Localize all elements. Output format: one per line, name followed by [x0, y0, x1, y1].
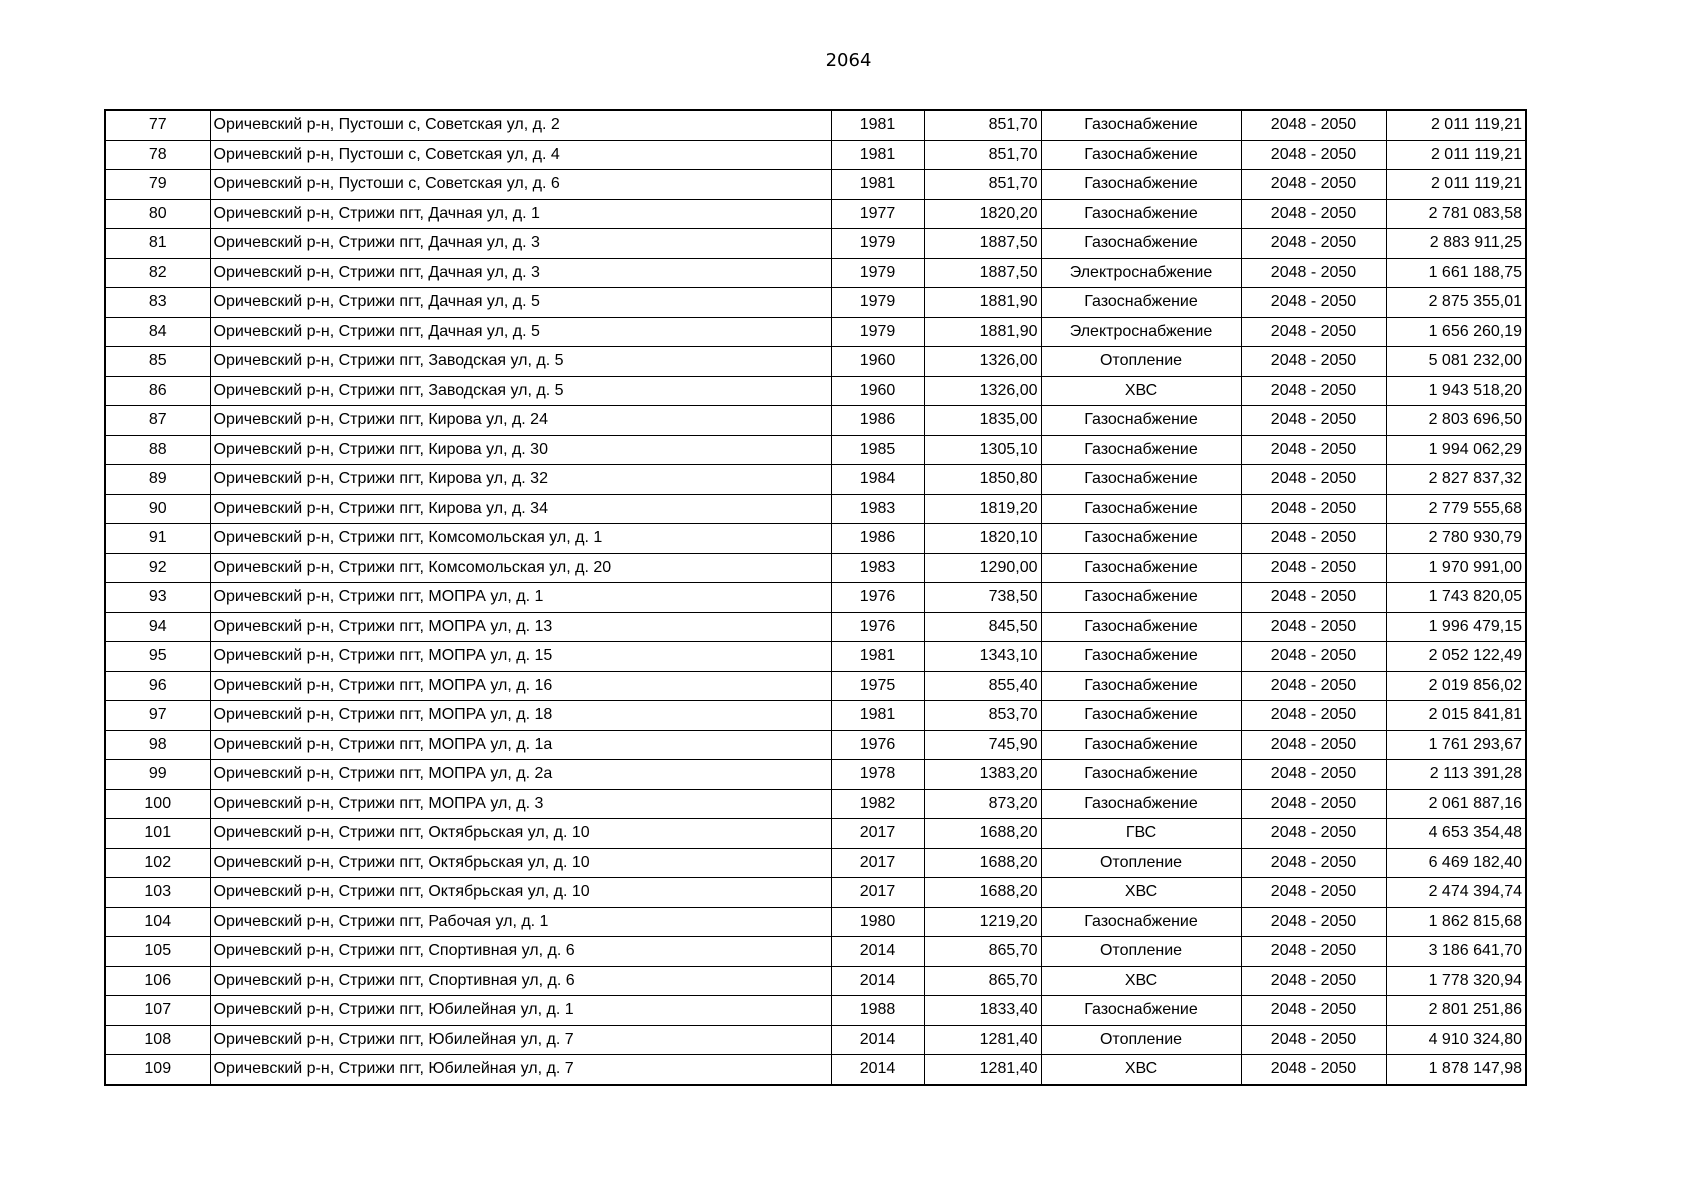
period-cell: 2048 - 2050	[1241, 229, 1386, 259]
row-number-cell: 83	[105, 288, 210, 318]
area-cell: 851,70	[924, 110, 1041, 140]
row-number-cell: 92	[105, 553, 210, 583]
row-number-cell: 102	[105, 848, 210, 878]
work-type-cell: Газоснабжение	[1041, 907, 1241, 937]
cost-cell: 2 011 119,21	[1386, 110, 1526, 140]
row-number-cell: 87	[105, 406, 210, 436]
table-row	[105, 789, 1526, 819]
address-cell: Оричевский р-н, Стрижи пгт, Дачная ул, д. 1	[210, 199, 831, 229]
address-cell: Оричевский р-н, Пустоши с, Советская ул, д. 2	[210, 110, 831, 140]
table-row	[105, 376, 1526, 406]
year-cell: 1981	[831, 170, 924, 200]
row-number-cell: 82	[105, 258, 210, 288]
table-row	[105, 317, 1526, 347]
area-cell: 853,70	[924, 701, 1041, 731]
period-cell: 2048 - 2050	[1241, 996, 1386, 1026]
row-number-cell: 100	[105, 789, 210, 819]
address-cell: Оричевский р-н, Стрижи пгт, Юбилейная ул, д. 1	[210, 996, 831, 1026]
address-cell: Оричевский р-н, Стрижи пгт, МОПРА ул, д. 3	[210, 789, 831, 819]
work-type-cell: ХВС	[1041, 1055, 1241, 1085]
work-type-cell: ХВС	[1041, 878, 1241, 908]
table-row	[105, 465, 1526, 495]
address-cell: Оричевский р-н, Стрижи пгт, Октябрьская ул, д. 10	[210, 878, 831, 908]
area-cell: 1281,40	[924, 1055, 1041, 1085]
year-cell: 2014	[831, 937, 924, 967]
period-cell: 2048 - 2050	[1241, 110, 1386, 140]
area-cell: 1281,40	[924, 1025, 1041, 1055]
address-cell: Оричевский р-н, Стрижи пгт, Комсомольская ул, д. 1	[210, 524, 831, 554]
row-number-cell: 104	[105, 907, 210, 937]
row-number-cell: 93	[105, 583, 210, 613]
table-row	[105, 347, 1526, 377]
work-type-cell: Газоснабжение	[1041, 288, 1241, 318]
work-type-cell: Газоснабжение	[1041, 110, 1241, 140]
cost-cell: 1 778 320,94	[1386, 966, 1526, 996]
period-cell: 2048 - 2050	[1241, 848, 1386, 878]
area-cell: 738,50	[924, 583, 1041, 613]
period-cell: 2048 - 2050	[1241, 347, 1386, 377]
row-number-cell: 77	[105, 110, 210, 140]
row-number-cell: 98	[105, 730, 210, 760]
table-row	[105, 435, 1526, 465]
table-row	[105, 612, 1526, 642]
area-cell: 1820,10	[924, 524, 1041, 554]
table-body	[105, 110, 1526, 1085]
address-cell: Оричевский р-н, Стрижи пгт, Юбилейная ул, д. 7	[210, 1025, 831, 1055]
cost-cell: 2 827 837,32	[1386, 465, 1526, 495]
area-cell: 851,70	[924, 140, 1041, 170]
area-cell: 1326,00	[924, 347, 1041, 377]
row-number-cell: 96	[105, 671, 210, 701]
table-row	[105, 937, 1526, 967]
work-type-cell: Газоснабжение	[1041, 642, 1241, 672]
period-cell: 2048 - 2050	[1241, 170, 1386, 200]
address-cell: Оричевский р-н, Стрижи пгт, Спортивная ул, д. 6	[210, 937, 831, 967]
year-cell: 2017	[831, 878, 924, 908]
table-row	[105, 553, 1526, 583]
row-number-cell: 86	[105, 376, 210, 406]
period-cell: 2048 - 2050	[1241, 966, 1386, 996]
year-cell: 1976	[831, 612, 924, 642]
row-number-cell: 95	[105, 642, 210, 672]
table-row	[105, 229, 1526, 259]
period-cell: 2048 - 2050	[1241, 199, 1386, 229]
table-row	[105, 583, 1526, 613]
work-type-cell: Газоснабжение	[1041, 701, 1241, 731]
year-cell: 1978	[831, 760, 924, 790]
table-row	[105, 966, 1526, 996]
cost-cell: 1 878 147,98	[1386, 1055, 1526, 1085]
year-cell: 1982	[831, 789, 924, 819]
row-number-cell: 78	[105, 140, 210, 170]
area-cell: 745,90	[924, 730, 1041, 760]
year-cell: 1986	[831, 524, 924, 554]
period-cell: 2048 - 2050	[1241, 612, 1386, 642]
year-cell: 1984	[831, 465, 924, 495]
table-row	[105, 848, 1526, 878]
area-cell: 1887,50	[924, 229, 1041, 259]
table-row	[105, 406, 1526, 436]
period-cell: 2048 - 2050	[1241, 376, 1386, 406]
period-cell: 2048 - 2050	[1241, 907, 1386, 937]
work-type-cell: Газоснабжение	[1041, 612, 1241, 642]
period-cell: 2048 - 2050	[1241, 140, 1386, 170]
work-type-cell: Газоснабжение	[1041, 435, 1241, 465]
year-cell: 1976	[831, 583, 924, 613]
period-cell: 2048 - 2050	[1241, 1025, 1386, 1055]
year-cell: 2017	[831, 848, 924, 878]
table-row	[105, 730, 1526, 760]
area-cell: 1383,20	[924, 760, 1041, 790]
address-cell: Оричевский р-н, Стрижи пгт, Кирова ул, д. 30	[210, 435, 831, 465]
area-cell: 1305,10	[924, 435, 1041, 465]
table-row	[105, 258, 1526, 288]
work-type-cell: Газоснабжение	[1041, 140, 1241, 170]
table-row	[105, 878, 1526, 908]
table-row	[105, 1055, 1526, 1085]
period-cell: 2048 - 2050	[1241, 553, 1386, 583]
area-cell: 1326,00	[924, 376, 1041, 406]
area-cell: 1887,50	[924, 258, 1041, 288]
period-cell: 2048 - 2050	[1241, 760, 1386, 790]
area-cell: 1688,20	[924, 878, 1041, 908]
work-type-cell: Газоснабжение	[1041, 760, 1241, 790]
area-cell: 1881,90	[924, 288, 1041, 318]
area-cell: 845,50	[924, 612, 1041, 642]
address-cell: Оричевский р-н, Стрижи пгт, Заводская ул, д. 5	[210, 347, 831, 377]
table-row	[105, 524, 1526, 554]
year-cell: 2014	[831, 966, 924, 996]
work-type-cell: Газоснабжение	[1041, 996, 1241, 1026]
address-cell: Оричевский р-н, Стрижи пгт, МОПРА ул, д. 16	[210, 671, 831, 701]
table-row	[105, 907, 1526, 937]
row-number-cell: 80	[105, 199, 210, 229]
work-type-cell: Электроснабжение	[1041, 258, 1241, 288]
cost-cell: 1 661 188,75	[1386, 258, 1526, 288]
table-row	[105, 642, 1526, 672]
address-cell: Оричевский р-н, Стрижи пгт, МОПРА ул, д. 13	[210, 612, 831, 642]
cost-cell: 2 780 930,79	[1386, 524, 1526, 554]
cost-cell: 2 883 911,25	[1386, 229, 1526, 259]
area-cell: 851,70	[924, 170, 1041, 200]
address-cell: Оричевский р-н, Стрижи пгт, Дачная ул, д. 5	[210, 288, 831, 318]
year-cell: 1979	[831, 288, 924, 318]
address-cell: Оричевский р-н, Стрижи пгт, Рабочая ул, д. 1	[210, 907, 831, 937]
work-type-cell: Газоснабжение	[1041, 671, 1241, 701]
cost-cell: 2 779 555,68	[1386, 494, 1526, 524]
cost-cell: 2 015 841,81	[1386, 701, 1526, 731]
year-cell: 1979	[831, 258, 924, 288]
address-cell: Оричевский р-н, Стрижи пгт, Кирова ул, д. 34	[210, 494, 831, 524]
cost-cell: 5 081 232,00	[1386, 347, 1526, 377]
address-cell: Оричевский р-н, Пустоши с, Советская ул, д. 6	[210, 170, 831, 200]
table-row	[105, 996, 1526, 1026]
table-row	[105, 288, 1526, 318]
work-type-cell: Электроснабжение	[1041, 317, 1241, 347]
row-number-cell: 85	[105, 347, 210, 377]
period-cell: 2048 - 2050	[1241, 701, 1386, 731]
year-cell: 1988	[831, 996, 924, 1026]
work-type-cell: ХВС	[1041, 376, 1241, 406]
work-type-cell: Газоснабжение	[1041, 199, 1241, 229]
period-cell: 2048 - 2050	[1241, 465, 1386, 495]
period-cell: 2048 - 2050	[1241, 524, 1386, 554]
cost-cell: 2 061 887,16	[1386, 789, 1526, 819]
area-cell: 1219,20	[924, 907, 1041, 937]
year-cell: 1980	[831, 907, 924, 937]
year-cell: 2017	[831, 819, 924, 849]
cost-cell: 1 862 815,68	[1386, 907, 1526, 937]
year-cell: 1960	[831, 376, 924, 406]
cost-cell: 2 113 391,28	[1386, 760, 1526, 790]
area-cell: 1881,90	[924, 317, 1041, 347]
area-cell: 1819,20	[924, 494, 1041, 524]
cost-cell: 1 743 820,05	[1386, 583, 1526, 613]
table-row	[105, 819, 1526, 849]
period-cell: 2048 - 2050	[1241, 435, 1386, 465]
work-type-cell: Отопление	[1041, 1025, 1241, 1055]
period-cell: 2048 - 2050	[1241, 878, 1386, 908]
address-cell: Оричевский р-н, Стрижи пгт, МОПРА ул, д. 1а	[210, 730, 831, 760]
table-row	[105, 199, 1526, 229]
row-number-cell: 106	[105, 966, 210, 996]
table-row	[105, 494, 1526, 524]
address-cell: Оричевский р-н, Стрижи пгт, Октябрьская ул, д. 10	[210, 848, 831, 878]
work-type-cell: Газоснабжение	[1041, 406, 1241, 436]
cost-cell: 2 474 394,74	[1386, 878, 1526, 908]
address-cell: Оричевский р-н, Пустоши с, Советская ул, д. 4	[210, 140, 831, 170]
area-cell: 873,20	[924, 789, 1041, 819]
table-row	[105, 701, 1526, 731]
cost-cell: 6 469 182,40	[1386, 848, 1526, 878]
work-type-cell: Отопление	[1041, 848, 1241, 878]
year-cell: 1977	[831, 199, 924, 229]
table-row	[105, 760, 1526, 790]
cost-cell: 2 011 119,21	[1386, 140, 1526, 170]
address-cell: Оричевский р-н, Стрижи пгт, Заводская ул, д. 5	[210, 376, 831, 406]
work-type-cell: Газоснабжение	[1041, 465, 1241, 495]
cost-cell: 1 996 479,15	[1386, 612, 1526, 642]
year-cell: 1981	[831, 701, 924, 731]
year-cell: 2014	[831, 1055, 924, 1085]
period-cell: 2048 - 2050	[1241, 258, 1386, 288]
cost-cell: 2 781 083,58	[1386, 199, 1526, 229]
work-type-cell: Отопление	[1041, 937, 1241, 967]
area-cell: 1343,10	[924, 642, 1041, 672]
row-number-cell: 91	[105, 524, 210, 554]
year-cell: 1983	[831, 553, 924, 583]
row-number-cell: 89	[105, 465, 210, 495]
cost-cell: 1 970 991,00	[1386, 553, 1526, 583]
row-number-cell: 88	[105, 435, 210, 465]
period-cell: 2048 - 2050	[1241, 1055, 1386, 1085]
year-cell: 1981	[831, 110, 924, 140]
work-type-cell: Газоснабжение	[1041, 229, 1241, 259]
area-cell: 1820,20	[924, 199, 1041, 229]
area-cell: 855,40	[924, 671, 1041, 701]
work-type-cell: Газоснабжение	[1041, 730, 1241, 760]
year-cell: 1979	[831, 317, 924, 347]
period-cell: 2048 - 2050	[1241, 819, 1386, 849]
work-type-cell: Газоснабжение	[1041, 170, 1241, 200]
year-cell: 1975	[831, 671, 924, 701]
year-cell: 1979	[831, 229, 924, 259]
cost-cell: 1 943 518,20	[1386, 376, 1526, 406]
year-cell: 1986	[831, 406, 924, 436]
address-cell: Оричевский р-н, Стрижи пгт, Комсомольская ул, д. 20	[210, 553, 831, 583]
row-number-cell: 81	[105, 229, 210, 259]
area-cell: 865,70	[924, 937, 1041, 967]
cost-cell: 4 653 354,48	[1386, 819, 1526, 849]
repair-schedule-table	[104, 109, 1527, 1086]
year-cell: 1960	[831, 347, 924, 377]
cost-cell: 1 994 062,29	[1386, 435, 1526, 465]
row-number-cell: 99	[105, 760, 210, 790]
page-number: 2064	[825, 50, 872, 71]
row-number-cell: 94	[105, 612, 210, 642]
row-number-cell: 107	[105, 996, 210, 1026]
table-row	[105, 140, 1526, 170]
period-cell: 2048 - 2050	[1241, 288, 1386, 318]
period-cell: 2048 - 2050	[1241, 642, 1386, 672]
work-type-cell: Газоснабжение	[1041, 789, 1241, 819]
address-cell: Оричевский р-н, Стрижи пгт, Спортивная ул, д. 6	[210, 966, 831, 996]
row-number-cell: 109	[105, 1055, 210, 1085]
cost-cell: 1 656 260,19	[1386, 317, 1526, 347]
area-cell: 1688,20	[924, 848, 1041, 878]
table-row	[105, 170, 1526, 200]
work-type-cell: ХВС	[1041, 966, 1241, 996]
work-type-cell: Газоснабжение	[1041, 494, 1241, 524]
table-row	[105, 671, 1526, 701]
year-cell: 1985	[831, 435, 924, 465]
row-number-cell: 90	[105, 494, 210, 524]
period-cell: 2048 - 2050	[1241, 730, 1386, 760]
area-cell: 1688,20	[924, 819, 1041, 849]
work-type-cell: Газоснабжение	[1041, 553, 1241, 583]
address-cell: Оричевский р-н, Стрижи пгт, Кирова ул, д. 32	[210, 465, 831, 495]
period-cell: 2048 - 2050	[1241, 671, 1386, 701]
row-number-cell: 84	[105, 317, 210, 347]
table-row	[105, 110, 1526, 140]
address-cell: Оричевский р-н, Стрижи пгт, МОПРА ул, д. 2а	[210, 760, 831, 790]
period-cell: 2048 - 2050	[1241, 317, 1386, 347]
row-number-cell: 105	[105, 937, 210, 967]
area-cell: 865,70	[924, 966, 1041, 996]
area-cell: 1290,00	[924, 553, 1041, 583]
address-cell: Оричевский р-н, Стрижи пгт, МОПРА ул, д. 15	[210, 642, 831, 672]
cost-cell: 2 019 856,02	[1386, 671, 1526, 701]
area-cell: 1835,00	[924, 406, 1041, 436]
address-cell: Оричевский р-н, Стрижи пгт, Кирова ул, д. 24	[210, 406, 831, 436]
row-number-cell: 97	[105, 701, 210, 731]
area-cell: 1850,80	[924, 465, 1041, 495]
year-cell: 1981	[831, 642, 924, 672]
cost-cell: 3 186 641,70	[1386, 937, 1526, 967]
cost-cell: 2 803 696,50	[1386, 406, 1526, 436]
year-cell: 1976	[831, 730, 924, 760]
work-type-cell: ГВС	[1041, 819, 1241, 849]
address-cell: Оричевский р-н, Стрижи пгт, МОПРА ул, д. 18	[210, 701, 831, 731]
year-cell: 1983	[831, 494, 924, 524]
cost-cell: 2 011 119,21	[1386, 170, 1526, 200]
cost-cell: 1 761 293,67	[1386, 730, 1526, 760]
work-type-cell: Газоснабжение	[1041, 583, 1241, 613]
cost-cell: 4 910 324,80	[1386, 1025, 1526, 1055]
year-cell: 1981	[831, 140, 924, 170]
period-cell: 2048 - 2050	[1241, 937, 1386, 967]
row-number-cell: 101	[105, 819, 210, 849]
row-number-cell: 79	[105, 170, 210, 200]
address-cell: Оричевский р-н, Стрижи пгт, МОПРА ул, д. 1	[210, 583, 831, 613]
cost-cell: 2 801 251,86	[1386, 996, 1526, 1026]
address-cell: Оричевский р-н, Стрижи пгт, Дачная ул, д. 5	[210, 317, 831, 347]
area-cell: 1833,40	[924, 996, 1041, 1026]
cost-cell: 2 875 355,01	[1386, 288, 1526, 318]
year-cell: 2014	[831, 1025, 924, 1055]
address-cell: Оричевский р-н, Стрижи пгт, Октябрьская ул, д. 10	[210, 819, 831, 849]
row-number-cell: 103	[105, 878, 210, 908]
cost-cell: 2 052 122,49	[1386, 642, 1526, 672]
table-row	[105, 1025, 1526, 1055]
address-cell: Оричевский р-н, Стрижи пгт, Дачная ул, д. 3	[210, 229, 831, 259]
period-cell: 2048 - 2050	[1241, 494, 1386, 524]
address-cell: Оричевский р-н, Стрижи пгт, Юбилейная ул, д. 7	[210, 1055, 831, 1085]
work-type-cell: Газоснабжение	[1041, 524, 1241, 554]
work-type-cell: Отопление	[1041, 347, 1241, 377]
row-number-cell: 108	[105, 1025, 210, 1055]
period-cell: 2048 - 2050	[1241, 583, 1386, 613]
period-cell: 2048 - 2050	[1241, 789, 1386, 819]
period-cell: 2048 - 2050	[1241, 406, 1386, 436]
address-cell: Оричевский р-н, Стрижи пгт, Дачная ул, д. 3	[210, 258, 831, 288]
